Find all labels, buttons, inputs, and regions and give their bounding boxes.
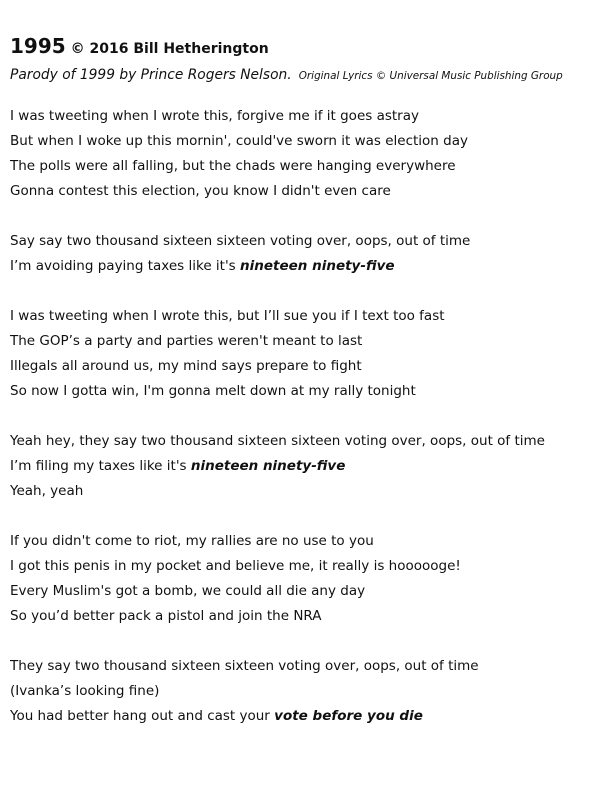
- lyric-line: [10, 254, 605, 279]
- lyric-text: You had better hang out and cast your: [10, 708, 275, 724]
- chorus-2: [10, 429, 605, 504]
- chorus-3: [10, 654, 605, 729]
- lyric-line: But when I woke up this mornin', could've sworn it was election day: [10, 133, 468, 149]
- lyric-line: So you’d better pack a pistol and join the NRA: [10, 608, 322, 624]
- copyright-notice: © 2016 Bill Hetherington: [70, 41, 269, 57]
- lyric-line: I got this penis in my pocket and believe me, it really is hoooooge!: [10, 558, 461, 574]
- lyric-line: Yeah hey, they say two thousand sixteen sixteen voting over, oops, out of time: [10, 433, 545, 449]
- verse-1: [10, 104, 605, 204]
- lyric-line: [10, 454, 605, 479]
- song-title: 1995: [10, 34, 66, 58]
- lyric-line: The polls were all falling, but the chads were hanging everywhere: [10, 158, 456, 174]
- lyric-line: [10, 704, 605, 729]
- lyric-line: (Ivanka’s looking fine): [10, 683, 160, 699]
- chorus-1: [10, 229, 605, 279]
- stanza-break: [10, 279, 605, 304]
- emphasized-lyric: nineteen ninety-five: [190, 458, 346, 474]
- subtitle-line: [10, 64, 605, 104]
- emphasized-lyric: nineteen ninety-five: [240, 258, 395, 274]
- stanza-break: [10, 504, 605, 529]
- lyrics-document: [10, 34, 605, 729]
- lyric-line: Yeah, yeah: [10, 483, 84, 499]
- lyric-text: I’m avoiding paying taxes like it's: [10, 258, 241, 274]
- lyric-line: Say say two thousand sixteen sixteen voting over, oops, out of time: [10, 233, 471, 249]
- lyric-line: Every Muslim's got a bomb, we could all die any day: [10, 583, 366, 599]
- lyric-line: The GOP’s a party and parties weren't meant to last: [10, 333, 363, 349]
- original-lyrics-credit: Original Lyrics © Universal Music Publishing Group: [298, 70, 563, 82]
- lyric-line: I was tweeting when I wrote this, but I’ll sue you if I text too fast: [10, 308, 445, 324]
- verse-3: [10, 529, 605, 629]
- lyric-line: I was tweeting when I wrote this, forgive me if it goes astray: [10, 108, 419, 124]
- parody-subtitle: Parody of 1999 by Prince Rogers Nelson.: [10, 67, 292, 83]
- lyric-line: Illegals all around us, my mind says prepare to fight: [10, 358, 362, 374]
- lyric-line: Gonna contest this election, you know I didn't even care: [10, 183, 391, 199]
- title-line: [10, 34, 605, 64]
- lyric-line: If you didn't come to riot, my rallies are no use to you: [10, 533, 374, 549]
- stanza-break: [10, 204, 605, 229]
- verse-2: [10, 304, 605, 404]
- stanza-break: [10, 404, 605, 429]
- emphasized-lyric: vote before you die: [274, 708, 423, 724]
- lyric-text: I’m filing my taxes like it's: [10, 458, 191, 474]
- lyric-line: They say two thousand sixteen sixteen voting over, oops, out of time: [10, 658, 479, 674]
- stanza-break: [10, 629, 605, 654]
- lyric-line: So now I gotta win, I'm gonna melt down at my rally tonight: [10, 383, 416, 399]
